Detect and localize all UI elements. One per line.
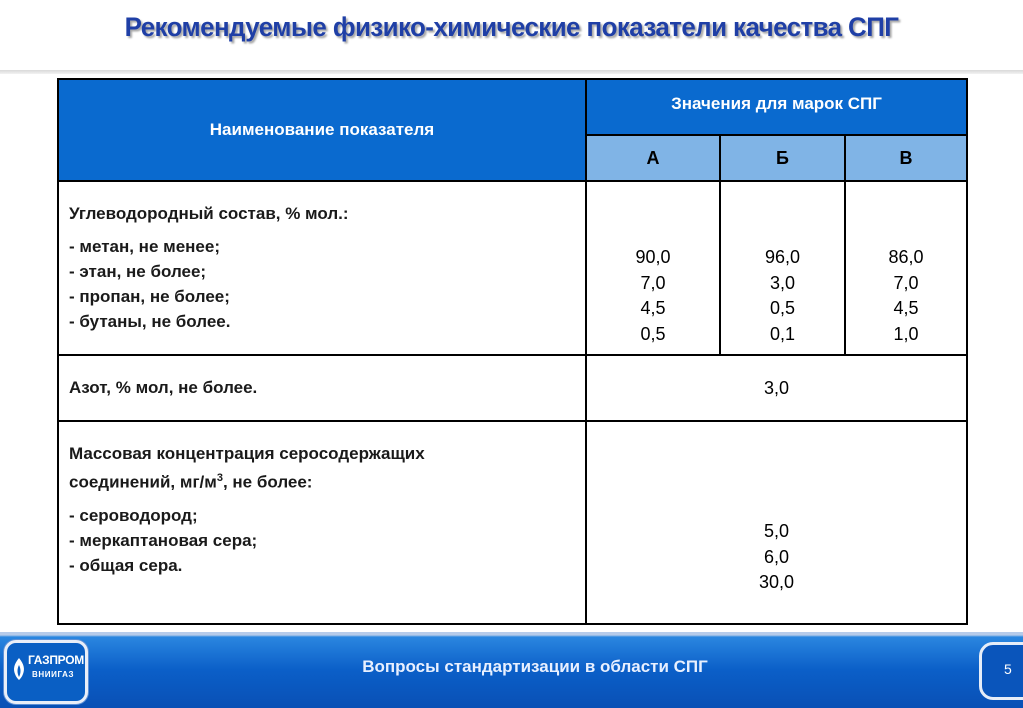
slide-title: Рекомендуемые физико-химические показатели качества СПГ	[124, 12, 899, 42]
value-b-propane: 0,5	[769, 298, 796, 318]
header-indicator-name: Наименование показателя	[58, 79, 586, 181]
value-b-butanes: 0,1	[769, 323, 796, 344]
sulfur-heading-line2	[69, 466, 585, 495]
value-v-ethane: 7,0	[893, 272, 919, 293]
page-number-badge	[979, 642, 1023, 700]
value-a-propane: 4,5	[640, 298, 666, 318]
gazprom-flame-icon	[11, 657, 27, 681]
hydrocarbon-item-butanes: - бутаны, не более.	[69, 312, 231, 331]
hydrocarbon-item-propane: - пропан, не более;	[69, 287, 230, 306]
header-grade-a: А	[586, 135, 720, 181]
table-row-sulfur	[58, 421, 967, 624]
sulfur-heading-superscript: 3	[216, 472, 223, 484]
hydrocarbon-label-cell	[58, 181, 586, 355]
value-a-methane: 90,0	[635, 247, 671, 267]
hydrocarbon-item-ethane: - этан, не более;	[69, 262, 207, 281]
value-a-ethane: 7,0	[640, 272, 666, 293]
sulfur-item-mercaptan: - меркаптановая сера;	[69, 530, 258, 550]
sulfur-item-hydrogen-sulfide: - сероводород;	[69, 505, 198, 525]
value-b-methane: 96,0	[764, 247, 801, 267]
sulfur-heading-line1: Массовая концентрация серосодержащих	[69, 444, 425, 463]
header-grade-v: В	[845, 135, 967, 181]
slide-footer	[0, 632, 1023, 708]
sulfur-heading-suffix: , не более:	[222, 472, 313, 492]
sulfur-item-total: - общая сера.	[69, 555, 183, 575]
hydrocarbon-item-methane: - метан, не менее;	[69, 237, 220, 256]
hydrocarbon-heading: Углеводородный состав, % мол.:	[69, 204, 349, 223]
header-grade-values: Значения для марок СПГ	[586, 79, 967, 135]
logo-line1: ГАЗПРОМ	[28, 653, 84, 667]
gazprom-vniigaz-logo	[4, 640, 88, 704]
logo-line2: ВНИИГАЗ	[32, 670, 75, 679]
nitrogen-value: 3,0	[586, 355, 967, 421]
nitrogen-label: Азот, % мол, не более.	[58, 355, 586, 421]
value-v-butanes: 1,0	[893, 323, 919, 344]
header-grade-b: Б	[720, 135, 845, 181]
value-b-ethane: 3,0	[769, 272, 796, 293]
sulfur-label-cell	[58, 421, 586, 624]
hydrocarbon-values-b	[720, 181, 845, 355]
quality-table	[57, 78, 968, 625]
sulfur-value-hydrogen-sulfide: 5,0	[763, 521, 790, 541]
table-row-hydrocarbon	[58, 181, 967, 355]
hydrocarbon-values-v	[845, 181, 967, 355]
sulfur-value-total: 30,0	[758, 572, 795, 592]
value-a-butanes: 0,5	[640, 323, 666, 344]
sulfur-value-mercaptan: 6,0	[763, 546, 790, 567]
value-v-propane: 4,5	[893, 298, 919, 318]
value-v-methane: 86,0	[888, 247, 924, 267]
hydrocarbon-values-a	[586, 181, 720, 355]
sulfur-heading-unit: соединений, мг/м	[69, 472, 217, 492]
table-row-nitrogen	[58, 355, 967, 421]
page-number: 5	[1004, 661, 1012, 677]
footer-caption: Вопросы стандартизации в области СПГ	[362, 657, 708, 676]
sulfur-values-cell	[586, 421, 967, 624]
title-divider	[0, 70, 1023, 74]
